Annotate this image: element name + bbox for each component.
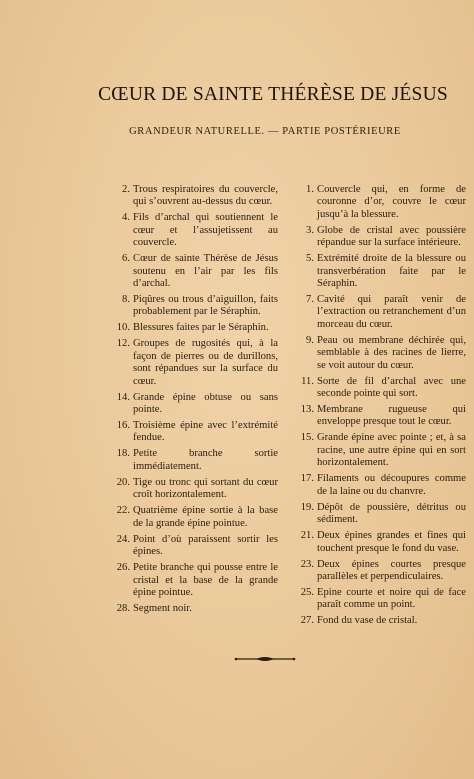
legend-entry [100, 505, 278, 530]
legend-entry [100, 212, 278, 249]
legend-entry-number: 26. [116, 562, 130, 574]
legend-entry-text: Epine courte et noire qui de face paraît comme un point. [317, 586, 466, 611]
legend-entry-text: Groupes de rugosités qui, à la façon de pierres ou de durillons, sont répandues sur la surface du cœur. [133, 338, 278, 387]
legend-entry [100, 294, 278, 319]
legend-column-left [100, 184, 278, 619]
legend-entry [100, 534, 278, 559]
legend-entry-number: 11. [301, 375, 314, 387]
legend-entry [284, 253, 466, 290]
legend-entry-number: 13. [300, 404, 314, 416]
legend-entry-text: Petite branche qui pousse entre le cristal et la base de la grande épine pointue. [133, 562, 278, 598]
legend-entry [284, 587, 466, 612]
legend-entry-number: 2. [122, 184, 130, 195]
legend-entry-text: Petite branche sortie immédiatement. [133, 448, 278, 472]
legend-entry-number: 3. [306, 224, 314, 236]
legend-entry-number: 7. [306, 294, 314, 306]
legend-column-right [284, 184, 466, 631]
legend-entry [284, 502, 466, 527]
legend-entry [284, 294, 466, 331]
legend-entry-number: 6. [122, 253, 130, 265]
legend-entry-number: 24. [116, 533, 130, 545]
legend-entry [284, 559, 466, 584]
legend-entry-number: 9. [306, 334, 314, 346]
legend-entry-number: 28. [116, 602, 130, 614]
legend-entry [100, 477, 278, 502]
legend-entry-text: Extrémité droite de la blessure ou transverbération faite par le Séraphin. [317, 253, 466, 290]
legend-entry-number: 17. [300, 473, 314, 485]
legend-entry-text: Cavité qui paraît venir de l’extraction ou retranchement d’un morceau du cœur. [317, 294, 466, 330]
legend-entry-number: 18. [116, 448, 130, 460]
legend-entry-number: 19. [300, 501, 314, 513]
legend-entry [284, 184, 466, 221]
legend-entry-text: Membrane rugueuse qui enveloppe presque tout le cœur. [317, 404, 466, 428]
legend-entry-text: Grande épine obtuse ou sans pointe. [133, 391, 278, 416]
legend-entry [284, 225, 466, 250]
legend-entry-number: 25. [300, 586, 314, 598]
legend-entry-text: Cœur de sainte Thérèse de Jésus soutenu en l’air par les fils d’archal. [133, 253, 278, 290]
legend-entry-text: Sorte de fil d’archal avec une seconde pointe qui sort. [317, 375, 466, 400]
legend-entry-text: Filaments ou découpures comme de la laine ou du chanvre. [317, 473, 466, 497]
legend-entry [284, 404, 466, 429]
legend-entry-text: Peau ou membrane déchirée qui, semblable à des racines de lierre, se voit autour du cœur. [317, 334, 466, 371]
legend-entry [284, 530, 466, 555]
legend-entry-text: Deux épines courtes presque parallèles et perpendiculaires. [317, 558, 466, 582]
legend-entry-text: Couvercle qui, en forme de couronne d’or, couvre le cœur jusqu’à la blessure. [317, 184, 466, 220]
legend-entry-number: 5. [306, 253, 314, 265]
legend-entry-number: 12. [116, 338, 130, 350]
legend-entry-number: 15. [300, 432, 314, 444]
legend-entry-number: 22. [116, 505, 130, 517]
page-subtitle: GRANDEUR NATURELLE. — PARTIE POSTÉRIEURE [129, 126, 401, 137]
legend-entry-number: 14. [116, 391, 130, 403]
legend-entry-number: 16. [116, 420, 130, 432]
legend-entry [100, 322, 278, 334]
legend-entry-number: 27. [300, 615, 314, 627]
legend-entry [284, 615, 466, 627]
legend-entry-number: 23. [300, 558, 314, 570]
legend-entry [100, 448, 278, 473]
legend-entry [100, 338, 278, 388]
legend-entry-text: Segment noir. [133, 602, 192, 614]
legend-entry [100, 253, 278, 290]
legend-entry-number: 10. [116, 322, 130, 334]
legend-entry [284, 432, 466, 469]
legend-entry [100, 603, 278, 615]
legend-entry-text: Dépôt de poussière, détritus ou sédiment. [317, 501, 466, 526]
legend-entry [100, 562, 278, 599]
legend-entry [284, 335, 466, 372]
legend-entry-text: Globe de cristal avec poussière répandue sur la surface intérieure. [317, 224, 466, 249]
legend-entry-text: Grande épine avec pointe ; et, à sa racine, une autre épine qui en sort horizontalement. [317, 432, 466, 469]
legend-entry [100, 392, 278, 417]
legend-entry-text: Quatrième épine sortie à la base de la grande épine pointue. [133, 505, 278, 529]
legend-entry-text: Troisième épine avec l’extrémité fendue. [133, 420, 278, 444]
legend-entry-text: Fils d’archal qui soutiennent le cœur et l’assujetissent au couvercle. [133, 212, 278, 249]
legend-entry-text: Piqûres ou trous d’aiguillon, faits probablement par le Séraphin. [133, 294, 278, 318]
legend-entry-number: 20. [116, 476, 130, 488]
legend-entry-text: Tige ou tronc qui sortant du cœur croît horizontalement. [133, 476, 278, 501]
legend-entry-text: Fond du vase de cristal. [317, 615, 418, 627]
legend-entry [100, 184, 278, 209]
legend-entry-number: 21. [300, 530, 314, 542]
legend-entry [284, 473, 466, 498]
legend-entry-text: Deux épines grandes et fines qui touchent presque le fond du vase. [317, 530, 466, 554]
legend-entry-text: Blessures faites par le Séraphin. [133, 322, 269, 334]
page-title: CŒUR DE SAINTE THÉRÈSE DE JÉSUS [98, 84, 448, 105]
legend-entry-text: Point d’où paraissent sortir les épines. [133, 533, 278, 558]
legend-entry-number: 4. [122, 212, 130, 224]
legend-entry-text: Trous respiratoires du couvercle, qui s’ouvrent au-dessus du cœur. [133, 184, 278, 208]
legend-entry [284, 376, 466, 401]
legend-entry-number: 8. [122, 294, 130, 306]
legend-entry-number: 1. [306, 184, 314, 195]
decorative-rule-icon [234, 654, 296, 664]
legend-entry [100, 420, 278, 445]
